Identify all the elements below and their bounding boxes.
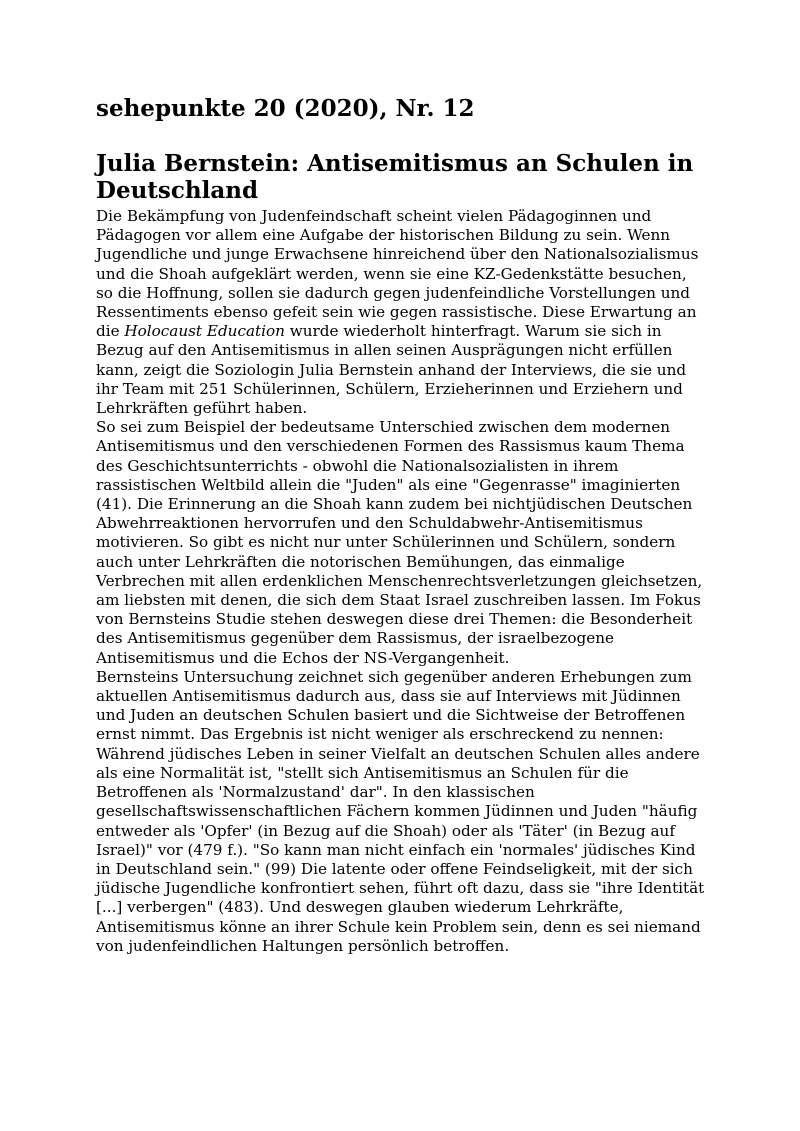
italic-term: Holocaust Education [124,322,285,341]
document-page [96,94,706,956]
article-title: Julia Bernstein: Antisemitismus an Schulen in Deutschland [96,150,694,204]
paragraph-text: wurde wiederholt hinterfragt. Warum sie sich in Bezug auf den Antisemitismus in allen seinen Ausprägungen nicht erfüllen kann, zeigt die Soziologin Julia Bernstein anhand der Interviews, die sie und ihr Team mit 251 Schülerinnen, Schülern, Erzieherinnen und Erziehern und Lehrkräften geführt haben. [96,322,687,418]
paragraph [96,207,706,418]
paragraph: Bernsteins Untersuchung zeichnet sich gegenüber anderen Erhebungen zum aktuellen Antisemitismus dadurch aus, dass sie auf Interviews mit Jüdinnen und Juden an deutschen Schulen basiert und die Sichtweise der Betroffenen ernst nimmt. Das Ergebnis ist nicht weniger als erschreckend zu nennen: Während jüdisches Leben in seiner Vielfalt an deutschen Schulen alles andere als eine Normalität ist, "stellt sich Antisemitismus an Schulen für die Betroffenen als 'Normalzustand' dar". In den klassischen gesellschaftswissenschaftlichen Fächern kommen Jüdinnen und Juden "häufig entweder als 'Opfer' (in Bezug auf die Shoah) oder als 'Täter' (in Bezug auf Israel)" vor (479 f.). "So kann man nicht einfach ein 'normales' jüdisches Kind in Deutschland sein." (99) Die latente oder offene Feindseligkeit, mit der sich jüdische Jugendliche konfrontiert sehen, führt oft dazu, dass sie "ihre Identität [...] verbergen" (483). Und deswegen glauben wiederum Lehrkräfte, Antisemitismus könne an ihrer Schule kein Problem sein, denn es sei niemand von judenfeindlichen Haltungen persönlich betroffen. [96,667,705,955]
article-body [96,207,706,956]
paragraph-text: Die Bekämpfung von Judenfeindschaft scheint vielen Pädagoginnen und Pädagogen vor allem eine Aufgabe der historischen Bildung zu sein. Wenn Jugendliche und junge Erwachsene hinreichend über den Nationalsozialismus und die Shoah aufgeklärt werden, wenn sie eine KZ-Gedenkstätte besuchen, so die Hoffnung, sollen sie dadurch gegen judenfeindliche Vorstellungen und Ressentiments ebenso gefeit sein wie gegen rassistische. Diese Erwartung an die [96,207,699,341]
paragraph: So sei zum Beispiel der bedeutsame Unterschied zwischen dem modernen Antisemitismus und den verschiedenen Formen des Rassismus kaum Thema des Geschichtsunterrichts - obwohl die Nationalsozialisten in ihrem rassistischen Weltbild allein die "Juden" als eine "Gegenrasse" imaginierten (41). Die Erinnerung an die Shoah kann zudem bei nichtjüdischen Deutschen Abwehrreaktionen hervorrufen und den Schuldabwehr-Antisemitismus motivieren. So gibt es nicht nur unter Schülerinnen und Schülern, sondern auch unter Lehrkräften die notorischen Bemühungen, das einmalige Verbrechen mit allen erdenklichen Menschenrechtsverletzungen gleichsetzen, am liebsten mit denen, die sich dem Staat Israel zuschreiben lassen. Im Fokus von Bernsteins Studie stehen deswegen diese drei Themen: die Besonderheit des Antisemitismus gegenüber dem Rassismus, der israelbezogene Antisemitismus und die Echos der NS-Vergangenheit. [96,418,703,667]
issue-heading: sehepunkte 20 (2020), Nr. 12 [96,95,475,122]
